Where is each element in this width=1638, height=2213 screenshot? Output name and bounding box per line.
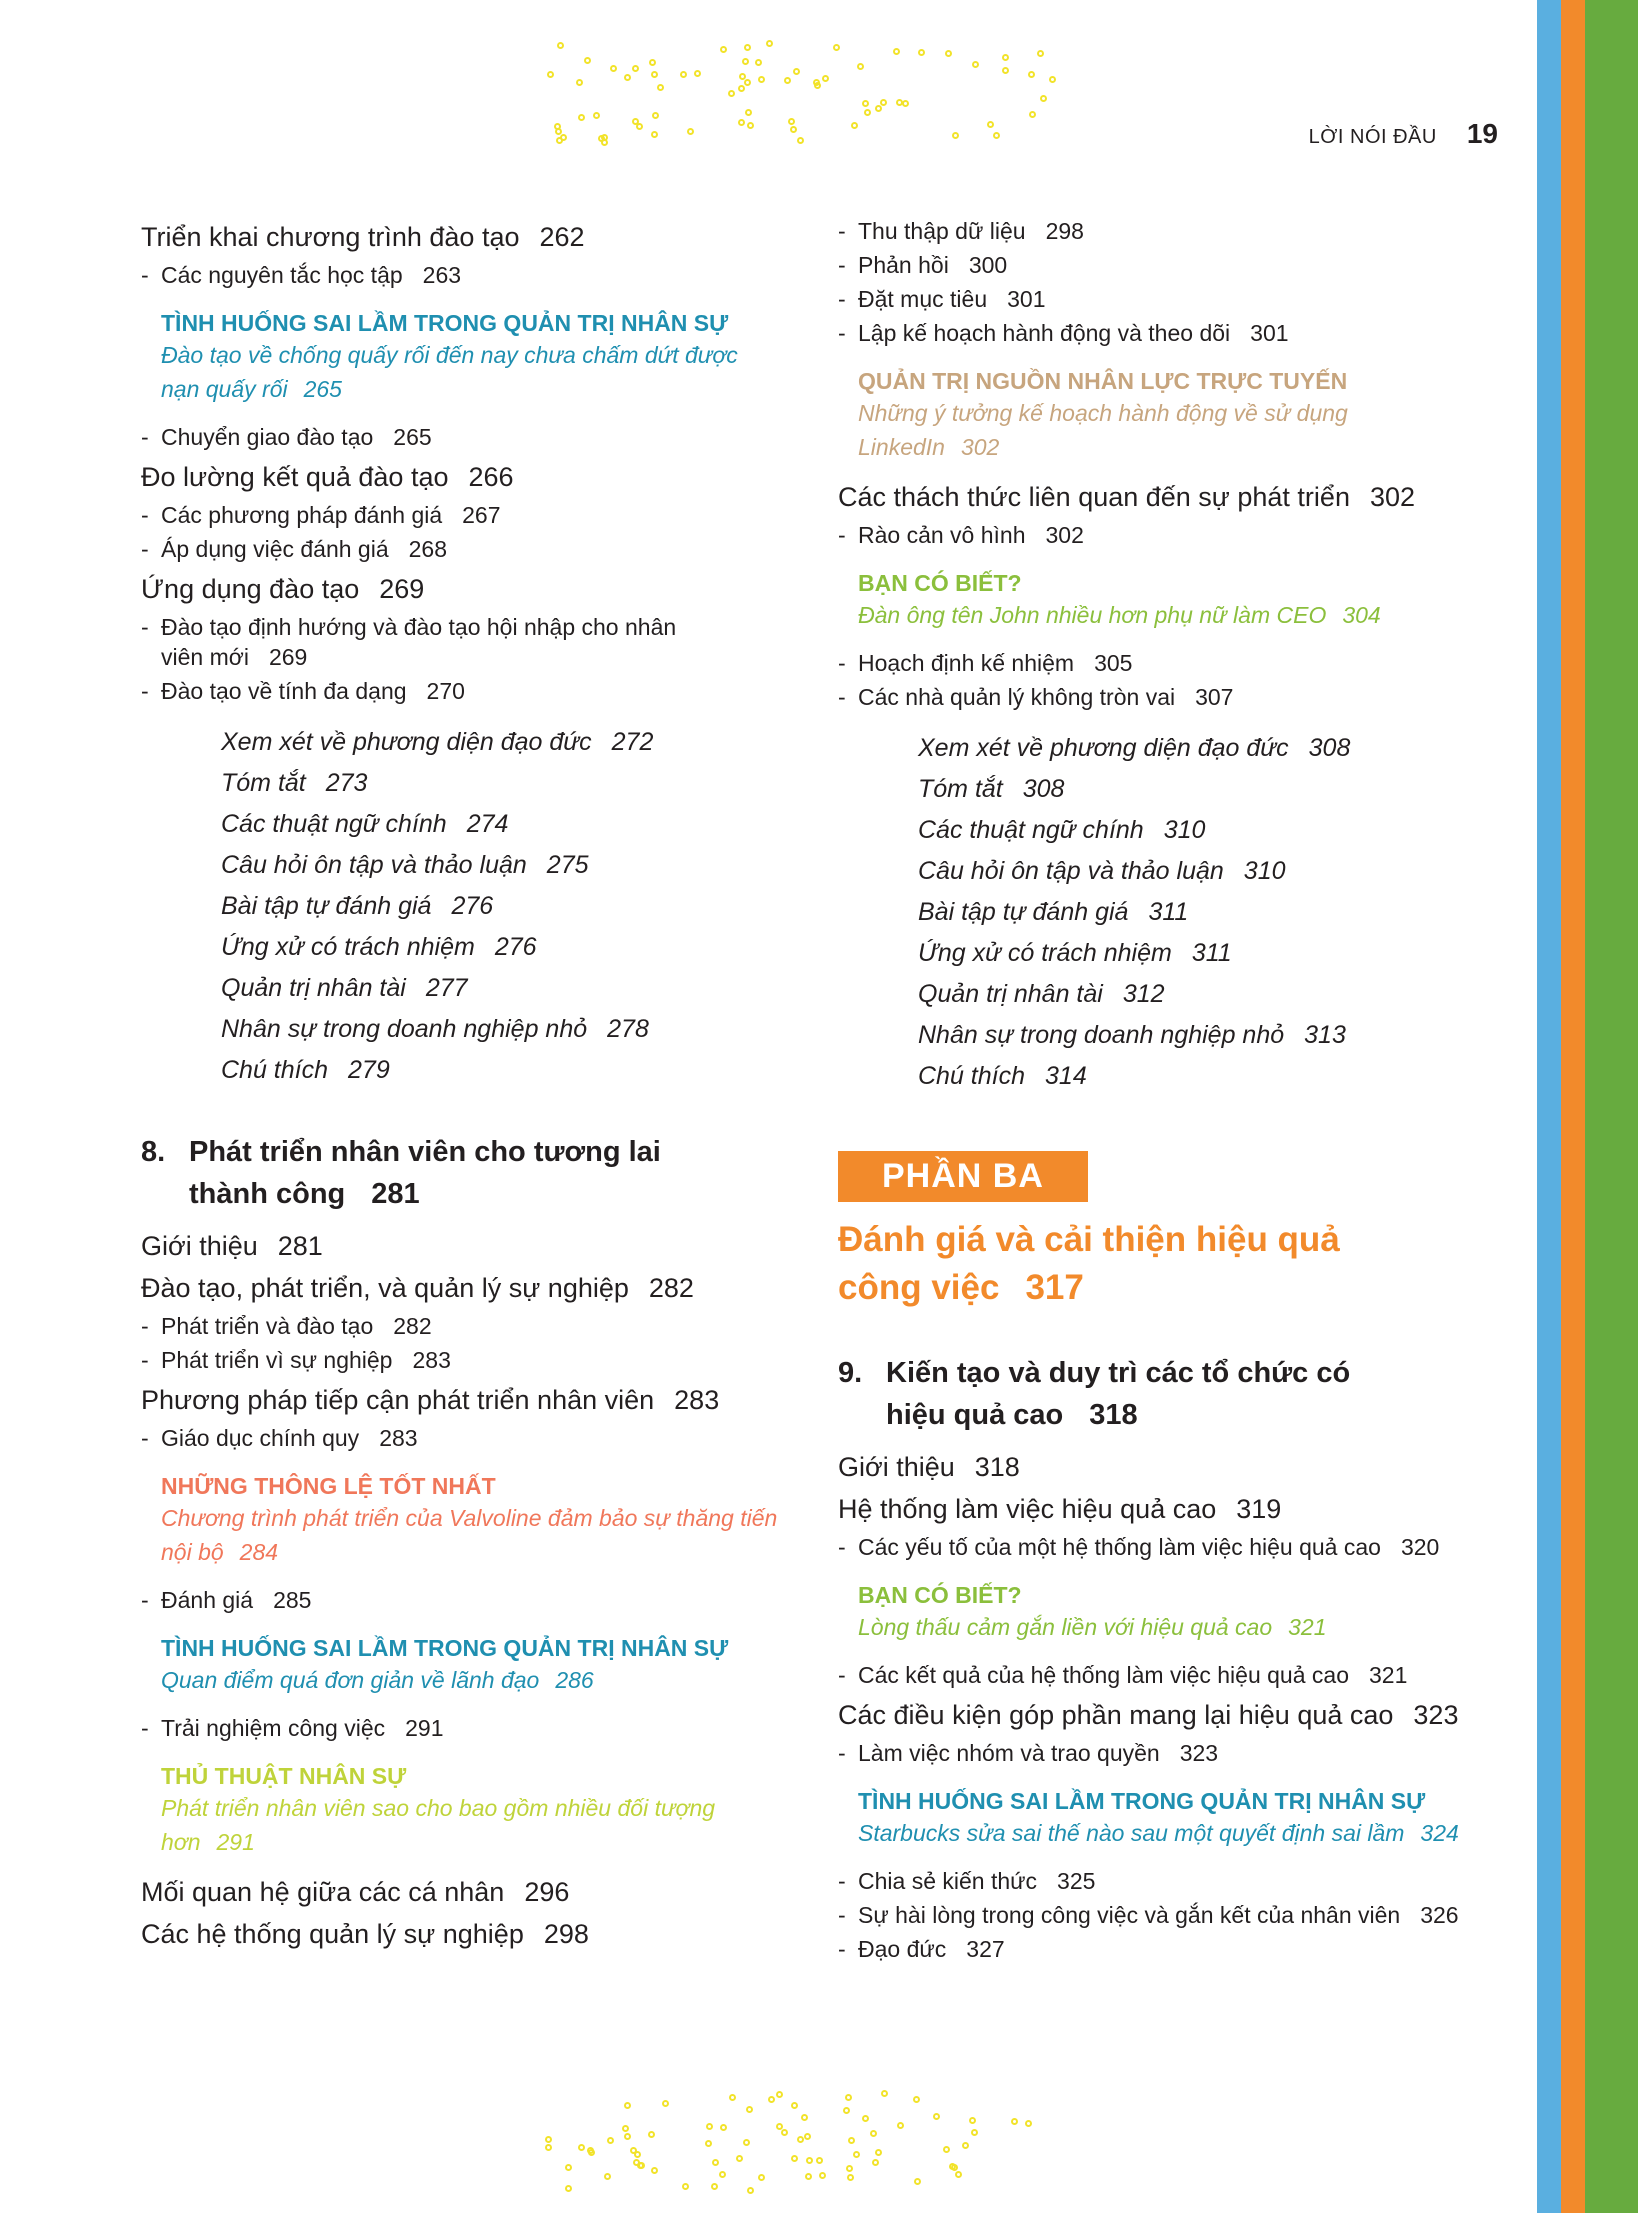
toc-heading[interactable]: Đào tạo, phát triển, và quản lý sự nghiệp 282	[141, 1273, 694, 1303]
right-column	[838, 212, 1518, 1968]
decor-dot	[747, 2187, 754, 2194]
decor-dot	[610, 65, 617, 72]
toc-subitem[interactable]: - Rào cản vô hình 302	[838, 522, 1084, 548]
toc-subitem[interactable]: - Đặt mục tiêu 301	[838, 286, 1046, 312]
decor-dot	[872, 2159, 879, 2166]
decor-dot	[987, 121, 994, 128]
decor-dot	[545, 2144, 552, 2151]
decor-dot	[746, 2106, 753, 2113]
toc-heading[interactable]: Phương pháp tiếp cận phát triển nhân viên 283	[141, 1385, 720, 1415]
feature-box-hr-mistake[interactable]	[858, 1786, 1518, 1850]
toc-heading[interactable]: Đo lường kết quả đào tạo 266	[141, 462, 514, 492]
toc-subitem[interactable]: - Lập kế hoạch hành động và theo dõi 301	[838, 320, 1289, 346]
decor-dot	[833, 44, 840, 51]
decor-dot	[739, 73, 746, 80]
decor-dot	[862, 2115, 869, 2122]
toc-subitem[interactable]: - Đánh giá 285	[141, 1587, 312, 1613]
toc-subitem[interactable]: - Phát triển và đào tạo 282	[141, 1313, 432, 1339]
decor-dot	[845, 2094, 852, 2101]
decor-dot	[814, 82, 821, 89]
decor-dot	[768, 2096, 775, 2103]
toc-subitem[interactable]: - Thu thập dữ liệu 298	[838, 218, 1084, 244]
decor-dot	[604, 2173, 611, 2180]
decor-dot	[971, 2129, 978, 2136]
feature-box-online-hr[interactable]	[858, 366, 1518, 464]
decor-dot	[736, 2155, 743, 2162]
decor-dot	[576, 79, 583, 86]
decor-dot	[1011, 2118, 1018, 2125]
green-stripe	[1585, 0, 1638, 2213]
toc-heading[interactable]: Các điều kiện góp phần mang lại hiệu quả cao 323	[838, 1700, 1459, 1730]
bottom-dots-decoration	[540, 2090, 1060, 2200]
toc-page: 263	[422, 262, 462, 288]
decor-dot	[791, 2155, 798, 2162]
decor-dot	[1037, 50, 1044, 57]
decor-dot	[846, 2165, 853, 2172]
decor-dot	[918, 49, 925, 56]
decor-dot	[969, 2117, 976, 2124]
decor-dot	[816, 2157, 823, 2164]
decor-dot	[1002, 67, 1009, 74]
decor-dot	[862, 100, 869, 107]
chapter-end-list	[918, 728, 1518, 1097]
decor-dot	[729, 2094, 736, 2101]
decor-dot	[776, 2091, 783, 2098]
decor-dot	[902, 100, 909, 107]
decor-dot	[893, 48, 900, 55]
decor-dot	[598, 135, 605, 142]
feature-box-body: Starbucks sửa sai thế nào sau một quyết định sai lầm 324	[858, 1820, 1459, 1846]
decor-dot	[682, 2183, 689, 2190]
end-item[interactable]: Ứng xử có trách nhiệm 276	[221, 933, 537, 961]
decor-dot	[720, 2124, 727, 2131]
toc-heading[interactable]: Mối quan hệ giữa các cá nhân 296	[141, 1877, 570, 1907]
end-item[interactable]: Xem xét về phương diện đạo đức 272	[221, 728, 654, 756]
decor-dot	[793, 68, 800, 75]
part-badge: PHẦN BA	[838, 1151, 1088, 1202]
decor-dot	[743, 2139, 750, 2146]
decor-dot	[781, 2129, 788, 2136]
decor-dot	[804, 2133, 811, 2140]
decor-dot	[705, 2140, 712, 2147]
toc-title: Triển khai chương trình đào tạo	[141, 222, 520, 252]
feature-box-hr-tips[interactable]	[161, 1761, 781, 1859]
decor-dot	[881, 2090, 888, 2097]
decor-dot	[805, 2173, 812, 2180]
feature-box-best-practices[interactable]	[161, 1471, 781, 1569]
toc-subitem[interactable]: - Hoạch định kế nhiệm 305	[838, 650, 1133, 676]
decor-dot	[955, 2171, 962, 2178]
chapter-title: Kiến tạo và duy trì các tổ chức có	[886, 1357, 1351, 1389]
decor-dot	[914, 2178, 921, 2185]
decor-dot	[680, 71, 687, 78]
decor-dot	[962, 2142, 969, 2149]
decor-dot	[556, 137, 563, 144]
decor-dot	[578, 114, 585, 121]
part-title[interactable]: Đánh giá và cải thiện hiệu quả công việc 317	[838, 1220, 1340, 1307]
decor-dot	[584, 57, 591, 64]
decor-dot	[843, 2107, 850, 2114]
decor-dot	[593, 112, 600, 119]
decor-dot	[651, 131, 658, 138]
end-item[interactable]: Quản trị nhân tài 312	[918, 980, 1165, 1008]
decor-dot	[651, 2167, 658, 2174]
toc-text: Các nguyên tắc học tập	[161, 262, 403, 288]
decor-dot	[711, 2183, 718, 2190]
decor-dot	[662, 2100, 669, 2107]
top-dots-decoration	[540, 40, 1060, 150]
decor-dot	[545, 2136, 552, 2143]
toc-subitem[interactable]: - Trải nghiệm công việc 291	[141, 1715, 444, 1741]
toc-heading[interactable]: Các thách thức liên quan đến sự phát triển 302	[838, 482, 1416, 512]
end-item[interactable]: Bài tập tự đánh giá 311	[918, 898, 1189, 926]
chapter-number: 8.	[141, 1136, 166, 1168]
decor-dot	[972, 61, 979, 68]
feature-box-title: TÌNH HUỐNG SAI LẦM TRONG QUẢN TRỊ NHÂN SỰ	[858, 1788, 1426, 1814]
decor-dot	[719, 2171, 726, 2178]
decor-dot	[819, 2172, 826, 2179]
feature-box-body: Lòng thấu cảm gắn liền với hiệu quả cao 321	[858, 1614, 1327, 1640]
end-item[interactable]: Nhân sự trong doanh nghiệp nhỏ 278	[221, 1015, 649, 1043]
decor-dot	[797, 2136, 804, 2143]
feature-box-body: Chương trình phát triển của Valvoline đảm bảo sự thăng tiến nội bộ 284	[161, 1505, 778, 1565]
decor-dot	[1049, 76, 1056, 83]
decor-dot	[933, 2113, 940, 2120]
decor-dot	[632, 65, 639, 72]
feature-box-title: QUẢN TRỊ NGUỒN NHÂN LỰC TRỰC TUYẾN	[858, 368, 1348, 394]
end-item[interactable]: Câu hỏi ôn tập và thảo luận 310	[918, 857, 1286, 885]
end-item[interactable]: Nhân sự trong doanh nghiệp nhỏ 313	[918, 1021, 1346, 1049]
toc-subitem[interactable]: - Phản hồi 300	[838, 252, 1008, 278]
end-item[interactable]: Tóm tắt 273	[221, 769, 368, 797]
decor-dot	[943, 2146, 950, 2153]
blue-stripe	[1537, 0, 1561, 2213]
feature-box-title: BẠN CÓ BIẾT?	[858, 570, 1022, 596]
toc-subitem[interactable]: - Các kết quả của hệ thống làm việc hiệu quả cao 321	[838, 1662, 1408, 1688]
feature-box-title: BẠN CÓ BIẾT?	[858, 1582, 1022, 1608]
end-item[interactable]: Các thuật ngữ chính 274	[221, 810, 509, 838]
toc-page: 262	[539, 222, 585, 252]
chapter-number: 9.	[838, 1357, 863, 1389]
feature-box-body: Phát triển nhân viên sao cho bao gồm nhiều đối tượng hơn 291	[161, 1795, 716, 1855]
decor-dot	[547, 71, 554, 78]
decor-dot	[720, 46, 727, 53]
feature-box-hr-mistake[interactable]	[161, 1633, 781, 1697]
decor-dot	[758, 2174, 765, 2181]
feature-box-title: TÌNH HUỐNG SAI LẦM TRONG QUẢN TRỊ NHÂN SỰ	[161, 1635, 729, 1661]
decor-dot	[738, 85, 745, 92]
decor-dot	[806, 2157, 813, 2164]
decor-dot	[565, 2185, 572, 2192]
chapter-heading-8[interactable]: 8. Phát triển nhân viên cho tương lai thành công 281	[141, 1131, 781, 1215]
end-item[interactable]: Ứng xử có trách nhiệm 311	[918, 939, 1232, 967]
toc-subitem[interactable]: - Giáo dục chính quy 283	[141, 1425, 418, 1451]
end-item[interactable]: Chú thích 314	[918, 1062, 1087, 1090]
decor-dot	[788, 118, 795, 125]
feature-box-did-you-know[interactable]	[858, 568, 1518, 632]
decor-dot	[648, 2131, 655, 2138]
end-item[interactable]: Câu hỏi ôn tập và thảo luận 275	[221, 851, 589, 879]
end-item[interactable]: Các thuật ngữ chính 310	[918, 816, 1206, 844]
decor-dot	[622, 2125, 629, 2132]
decor-dot	[797, 137, 804, 144]
decor-dot	[747, 122, 754, 129]
decor-dot	[875, 2149, 882, 2156]
toc-heading[interactable]: Giới thiệu 281	[141, 1231, 323, 1261]
toc-heading[interactable]	[141, 220, 781, 254]
decor-dot	[633, 2159, 640, 2166]
decor-dot	[742, 58, 749, 65]
decor-dot	[624, 2133, 631, 2140]
decor-dot	[784, 77, 791, 84]
decor-dot	[1025, 2120, 1032, 2127]
decor-dot	[652, 112, 659, 119]
feature-box-body: Quan điểm quá đơn giản về lãnh đạo 286	[161, 1667, 594, 1693]
feature-box-body: Đào tạo về chống quấy rối đến nay chưa chấm dứt được nạn quấy rối 265	[161, 342, 738, 402]
decor-dot	[588, 2149, 595, 2156]
orange-stripe	[1561, 0, 1585, 2213]
chapter-end-list	[221, 722, 781, 1091]
end-item[interactable]: Tóm tắt 308	[918, 775, 1065, 803]
decor-dot	[624, 2102, 631, 2109]
feature-box-title: THỦ THUẬT NHÂN SỰ	[161, 1763, 407, 1789]
decor-dot	[949, 2163, 956, 2170]
toc-subitem[interactable]: - Áp dụng việc đánh giá 268	[141, 536, 447, 562]
toc-heading[interactable]: Hệ thống làm việc hiệu quả cao 319	[838, 1494, 1282, 1524]
end-item[interactable]: Chú thích 279	[221, 1056, 390, 1084]
decor-dot	[687, 128, 694, 135]
decor-dot	[554, 123, 561, 130]
feature-box-body: Những ý tưởng kế hoạch hành động về sử dụng LinkedIn 302	[858, 400, 1348, 460]
decor-dot	[913, 2096, 920, 2103]
decor-dot	[1040, 95, 1047, 102]
decor-dot	[853, 2151, 860, 2158]
decor-dot	[632, 118, 639, 125]
decor-dot	[607, 2137, 614, 2144]
toc-subitem[interactable]: - Các phương pháp đánh giá 267	[141, 502, 501, 528]
decor-dot	[848, 2137, 855, 2144]
decor-dot	[801, 2114, 808, 2121]
decor-dot	[857, 63, 864, 70]
decor-dot	[993, 132, 1000, 139]
toc-subitem[interactable]: - Làm việc nhóm và trao quyền 323	[838, 1740, 1219, 1766]
toc-subitem[interactable]: - Các nguyên tắc học tập 263	[141, 262, 462, 288]
decor-dot	[896, 99, 903, 106]
decor-dot	[744, 79, 751, 86]
end-item[interactable]: Xem xét về phương diện đạo đức 308	[918, 734, 1351, 762]
decor-dot	[624, 74, 631, 81]
decor-dot	[864, 109, 871, 116]
toc-subitem[interactable]: - Sự hài lòng trong công việc và gắn kết của nhân viên 326	[838, 1902, 1459, 1928]
decor-dot	[945, 50, 952, 57]
section-label: LỜI NÓI ĐẦU	[1308, 126, 1437, 148]
feature-box-did-you-know[interactable]	[858, 1580, 1518, 1644]
decor-dot	[744, 44, 751, 51]
feature-box-body: Đàn ông tên John nhiều hơn phụ nữ làm CEO 304	[858, 602, 1381, 628]
decor-dot	[790, 126, 797, 133]
end-item[interactable]: Quản trị nhân tài 277	[221, 974, 468, 1002]
decor-dot	[657, 84, 664, 91]
decor-dot	[728, 90, 735, 97]
left-column	[141, 212, 781, 1957]
decor-dot	[1028, 71, 1035, 78]
toc-heading[interactable]: Ứng dụng đào tạo 269	[141, 574, 425, 604]
decor-dot	[766, 40, 773, 47]
feature-box-title: TÌNH HUỐNG SAI LẦM TRONG QUẢN TRỊ NHÂN SỰ	[161, 310, 729, 336]
decor-dot	[578, 2144, 585, 2151]
toc-subitem[interactable]: - Các nhà quản lý không tròn vai 307	[838, 684, 1234, 710]
decor-dot	[952, 132, 959, 139]
toc-subitem[interactable]: - Các yếu tố của một hệ thống làm việc hiệu quả cao 320	[838, 1534, 1440, 1560]
toc-subitem[interactable]: - Phát triển vì sự nghiệp 283	[141, 1347, 451, 1373]
decor-dot	[630, 2147, 637, 2154]
decor-dot	[758, 76, 765, 83]
feature-box-title: NHỮNG THÔNG LỆ TỐT NHẤT	[161, 1473, 496, 1499]
decor-dot	[1002, 54, 1009, 61]
decor-dot	[712, 2159, 719, 2166]
decor-dot	[651, 71, 658, 78]
page-number: 19	[1466, 118, 1498, 149]
decor-dot	[649, 59, 656, 66]
decor-dot	[694, 70, 701, 77]
page-header	[1309, 118, 1498, 150]
decor-dot	[897, 2122, 904, 2129]
toc-subitem[interactable]: - Đạo đức 327	[838, 1936, 1005, 1962]
toc-subitem[interactable]: - Chuyển giao đào tạo 265	[141, 424, 432, 450]
decor-dot	[847, 2174, 854, 2181]
chapter-heading-9[interactable]: 9. Kiến tạo và duy trì các tổ chức có hiệu quả cao 318	[838, 1352, 1518, 1436]
toc-subitem[interactable]: - Chia sẻ kiến thức 325	[838, 1868, 1096, 1894]
decor-dot	[776, 2123, 783, 2130]
decor-dot	[738, 119, 745, 126]
decor-dot	[1029, 111, 1036, 118]
chapter-title: Phát triển nhân viên cho tương lai	[189, 1136, 661, 1168]
decor-dot	[565, 2164, 572, 2171]
toc-subitem[interactable]: - Đào tạo về tính đa dạng 270	[141, 678, 465, 704]
decor-dot	[875, 105, 882, 112]
decor-dot	[870, 2130, 877, 2137]
toc-subitem[interactable]: - Đào tạo định hướng và đào tạo hội nhập cho nhân viên mới 269	[141, 614, 677, 670]
decor-dot	[822, 75, 829, 82]
decor-dot	[706, 2123, 713, 2130]
decor-dot	[851, 122, 858, 129]
decor-dot	[791, 2102, 798, 2109]
decor-dot	[755, 59, 762, 66]
decor-dot	[557, 42, 564, 49]
feature-box-hr-mistake[interactable]	[161, 308, 781, 406]
decor-dot	[745, 109, 752, 116]
toc-heading[interactable]: Các hệ thống quản lý sự nghiệp 298	[141, 1919, 589, 1949]
toc-heading[interactable]: Giới thiệu 318	[838, 1452, 1020, 1482]
end-item[interactable]: Bài tập tự đánh giá 276	[221, 892, 494, 920]
decor-dot	[880, 99, 887, 106]
